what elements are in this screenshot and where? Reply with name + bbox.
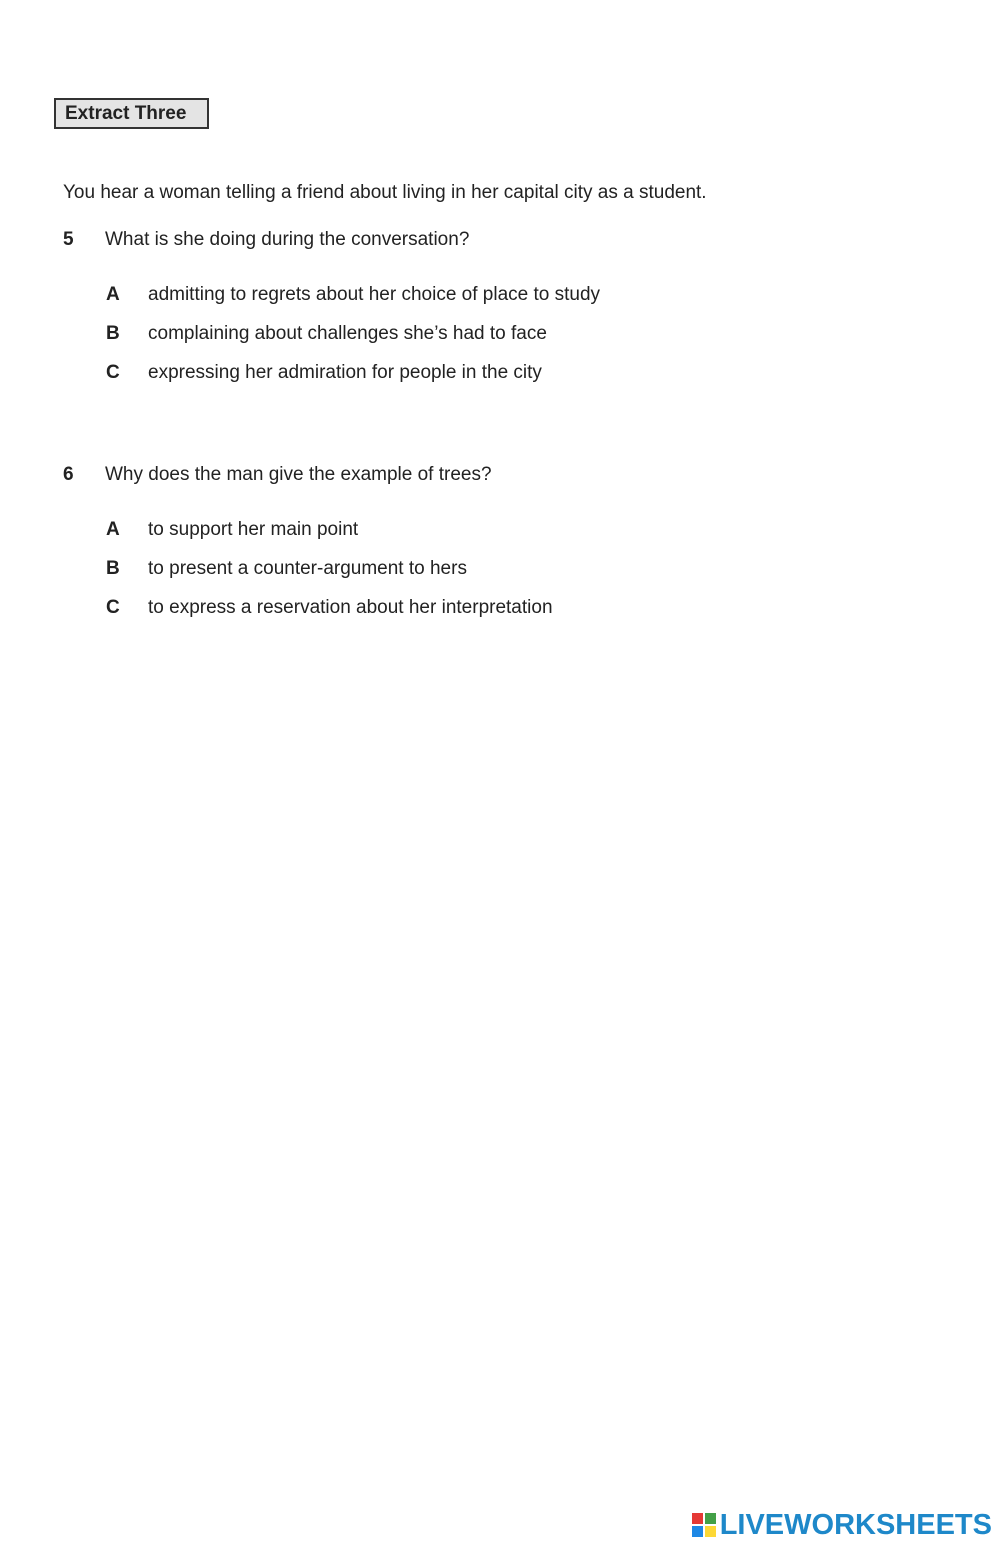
question-text: Why does the man give the example of trees? bbox=[105, 464, 492, 485]
logo-block bbox=[692, 1513, 703, 1524]
question-text: What is she doing during the conversation? bbox=[105, 229, 470, 250]
option-letter: A bbox=[106, 284, 120, 305]
option-letter: C bbox=[106, 597, 120, 618]
option-letter: C bbox=[106, 362, 120, 383]
option-letter: B bbox=[106, 558, 120, 579]
logo-block bbox=[705, 1526, 716, 1537]
question-number: 5 bbox=[63, 229, 74, 250]
option-text: expressing her admiration for people in the city bbox=[148, 362, 542, 383]
question-number: 6 bbox=[63, 464, 74, 485]
extract-title-box: Extract Three bbox=[54, 98, 209, 129]
option-text: to support her main point bbox=[148, 519, 359, 540]
option-text: complaining about challenges she’s had to face bbox=[148, 323, 547, 344]
intro-text: You hear a woman telling a friend about living in her capital city as a student. bbox=[63, 182, 707, 203]
logo-blocks-icon bbox=[692, 1513, 716, 1537]
logo-block bbox=[692, 1526, 703, 1537]
liveworksheets-logo bbox=[692, 1508, 992, 1542]
option-text: admitting to regrets about her choice of place to study bbox=[148, 284, 601, 305]
logo-text: LIVEWORKSHEETS bbox=[719, 1508, 992, 1541]
option-letter: B bbox=[106, 323, 120, 344]
logo-block bbox=[705, 1513, 716, 1524]
option-letter: A bbox=[106, 519, 120, 540]
option-text: to present a counter-argument to hers bbox=[148, 558, 467, 579]
option-text: to express a reservation about her interpretation bbox=[148, 597, 553, 618]
